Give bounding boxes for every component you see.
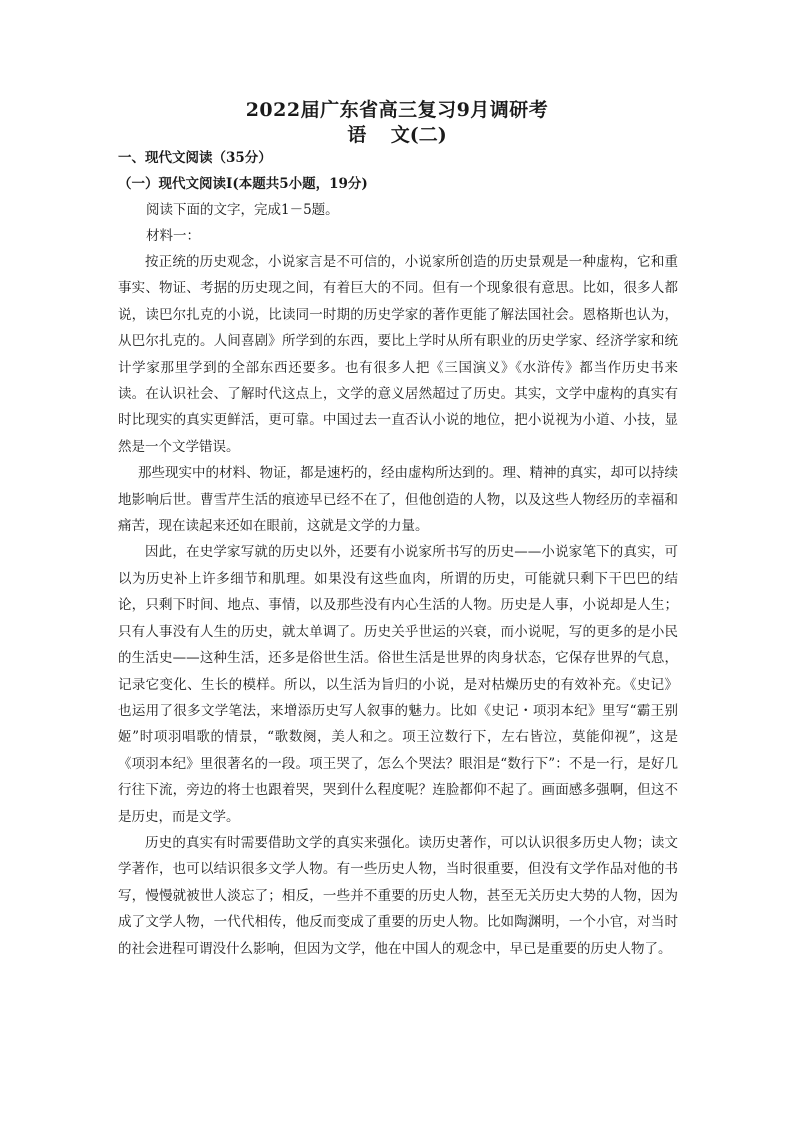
paragraph-4: 历史的真实有时需要借助文学的真实来强化。读历史著作，可以认识很多历史人物；读文学著作，也可以结识很多文学人物。有一些历史人物，当时很重要，但没有文学作品对他的书写，慢慢就被世人淡忘了；相反，一些并不重要的历史人物，甚至无关历史大势的人物，因为成了文学人物，一代代相传，他反而变成了重要的历史人物。比如陶渊明，一个小官，对当时的社会进程可谓没什么影响，但因为文学，他在中国人的观念中，早已是重要的历史人物了。	[118, 834, 678, 957]
page-title: 2022届广东省高三复习9月调研考	[245, 99, 549, 121]
paragraph-1: 按正统的历史观念，小说家言是不可信的，小说家所创造的历史景观是一种虚构，它和重事实、物证、考据的历史现之间，有着巨大的不同。但有一个现象很有意思。比如，很多人都说，读巴尔扎克的小说，比读同一时期的历史学家的著作更能了解法国社会。恩格斯也认为，从巴尔扎克的。人间喜剧》所学到的东西，要比上学时从所有职业的历史学家、经济学家和统计学家那里学到的全部东西还要多。也有很多人把《三国演义》《水浒传》都当作历史书来读。在认识社会、了解时代这点上，文学的意义居然超过了历史。其实，文学中虚构的真实有时比现实的真实更鲜活，更可靠。中国过去一直否认小说的地位，把小说视为小道、小技，显然是一个文学错误。	[118, 254, 678, 455]
paragraph-3: 因此，在史学家写就的历史以外，还要有小说家所书写的历史——小说家笔下的真实，可以为历史补上许多细节和肌理。如果没有这些血肉，所谓的历史，可能就只剩下干巴巴的结论，只剩下时间、地点、事情，以及那些没有内心生活的人物。历史是人事，小说却是人生；只有人事没有人生的历史，就太单调了。历史关乎世运的兴衰，而小说呢，写的更多的是小民的生活史——这种生活，还多是俗世生活。俗世生活是世界的肉身状态，它保存世界的气息，记录它变化、生长的模样。所以，以生活为旨归的小说，是对枯燥历史的有效补充。《史记》也运用了很多文学笔法，来增添历史写人叙事的魅力。比如《史记・项羽本纪》里写“霸王别姬”时项羽唱歌的情景，“歌数阕，美人和之。项王泣数行下，左右皆泣，莫能仰视”，这是《项羽本纪》里很著名的一段。项王哭了，怎么个哭法？眼泪是“数行下”：不是一行，是好几行往下流，旁边的将士也跟着哭，哭到什么程度呢？连脸都仰不起了。画面感多强啊，但这不是历史，而是文学。	[118, 544, 678, 825]
title-block	[0, 98, 794, 147]
document-body	[118, 145, 678, 962]
reading-instruction: 阅读下面的文字，完成1－5题。	[146, 202, 339, 218]
paragraph-2: 那些现实中的材料、物证，都是速朽的，经由虚构所达到的。理、精神的真实，却可以持续地影响后世。曹雪芹生活的痕迹早已经不在了，但他创造的人物，以及这些人物经历的幸福和痛苦，现在读起来还如在眼前，这就是文学的力量。	[118, 465, 678, 535]
page-subtitle: 语 文(二)	[347, 124, 447, 146]
subsection-heading: （一）现代文阅读I(本题共5小题，19分)	[118, 176, 368, 192]
section-heading: 一、现代文阅读（35分）	[118, 150, 272, 166]
material-label: 材料一：	[146, 228, 200, 244]
